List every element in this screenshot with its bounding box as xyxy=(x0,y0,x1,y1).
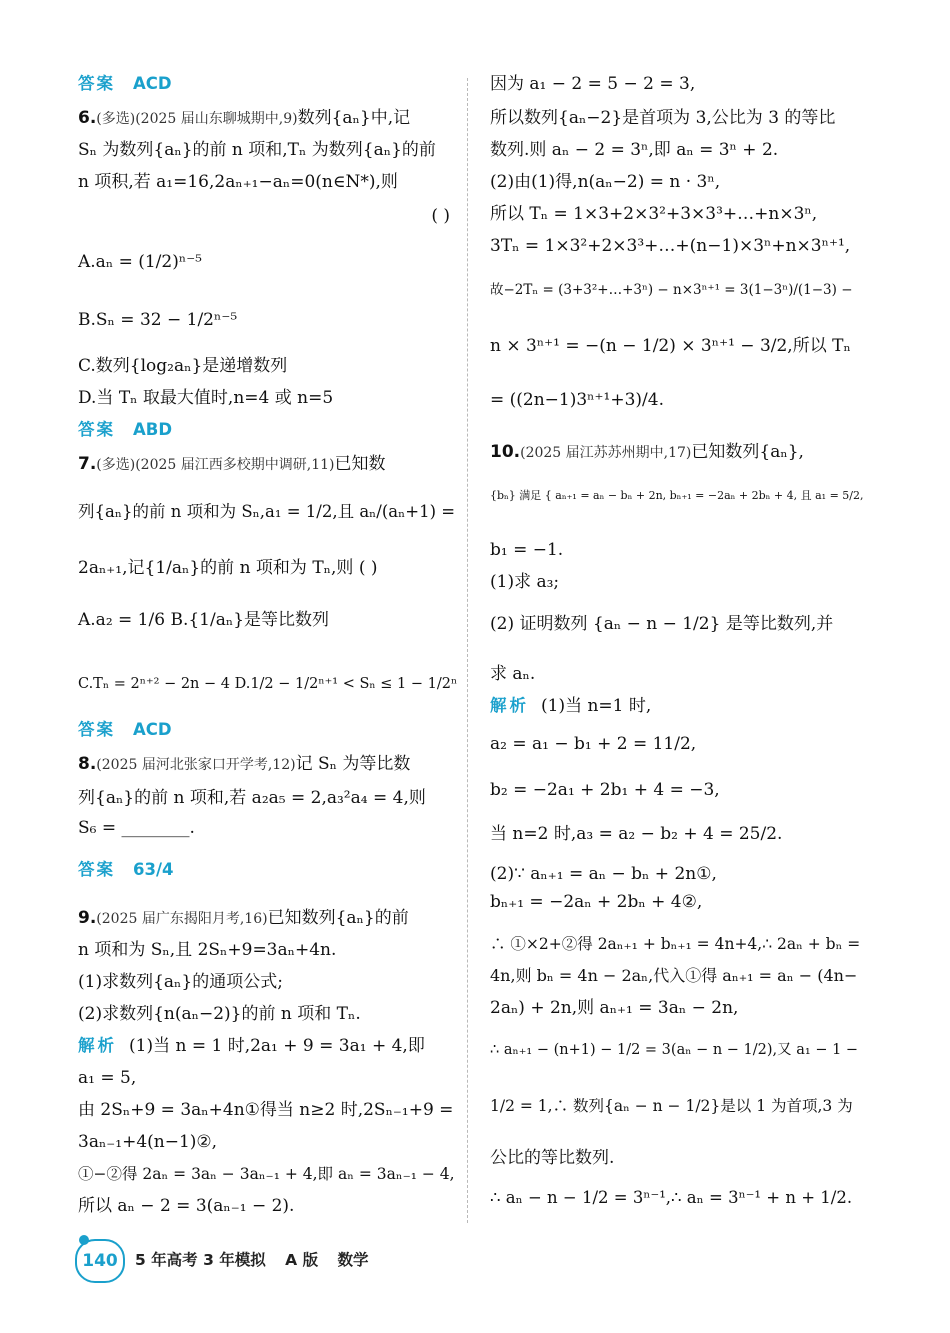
text-line: = ((2n−1)3ⁿ⁺¹+3)/4. xyxy=(490,390,664,410)
answer-value: ACD xyxy=(133,74,172,93)
text-line: a₁ = 5, xyxy=(78,1068,137,1088)
question-line xyxy=(78,752,410,777)
question-number: 9. xyxy=(78,908,97,928)
page-number-badge xyxy=(75,1239,125,1283)
text-line: n × 3ⁿ⁺¹ = −(n − 1/2) × 3ⁿ⁺¹ − 3/2,所以 Tₙ xyxy=(490,336,851,356)
text-line: 因为 a₁ − 2 = 5 − 2 = 3, xyxy=(490,74,696,94)
text-line: 所以 aₙ − 2 = 3(aₙ₋₁ − 2). xyxy=(78,1196,295,1216)
question-text: 已知数列{aₙ}的前 xyxy=(267,908,409,928)
text-line: A.aₙ = (1/2)ⁿ⁻⁵ xyxy=(78,252,202,272)
text-line: 4n,则 bₙ = 4n − 2aₙ,代入①得 aₙ₊₁ = aₙ − (4n− xyxy=(490,966,858,985)
question-text: 记 Sₙ 为等比数 xyxy=(295,754,411,774)
question-source: (多选)(2025 届山东聊城期中,9) xyxy=(96,111,298,127)
answer-line xyxy=(78,718,172,742)
text-line: n 项积,若 a₁=16,2aₙ₊₁−aₙ=0(n∈N*),则 xyxy=(78,172,398,192)
text-line: B.Sₙ = 32 − 1/2ⁿ⁻⁵ xyxy=(78,310,238,330)
question-line xyxy=(78,452,386,477)
page-number: 140 xyxy=(82,1251,118,1271)
text-line: 由 2Sₙ+9 = 3aₙ+4n①得当 n≥2 时,2Sₙ₋₁+9 = xyxy=(78,1100,454,1120)
text-line: 2aₙ) + 2n,则 aₙ₊₁ = 3aₙ − 2n, xyxy=(490,998,739,1018)
question-text: 数列{aₙ}中,记 xyxy=(297,108,411,128)
question-line xyxy=(78,906,409,931)
text-line: b₁ = −1. xyxy=(490,540,564,560)
text-line: ∴ ①×2+②得 2aₙ₊₁ + bₙ₊₁ = 4n+4,∴ 2aₙ + bₙ = xyxy=(490,935,861,953)
question-text: 已知数 xyxy=(334,454,386,474)
solution-line xyxy=(490,694,651,718)
text-line: 3aₙ₋₁+4(n−1)②, xyxy=(78,1132,218,1152)
text-line: ∴ aₙ₊₁ − (n+1) − 1/2 = 3(aₙ − n − 1/2),又 a₁ − 1 − xyxy=(490,1042,859,1058)
text-line: 列{aₙ}的前 n 项和为 Sₙ,a₁ = 1/2,且 aₙ/(aₙ+1) = xyxy=(78,502,456,521)
question-text: 已知数列{aₙ}, xyxy=(691,442,804,462)
question-number: 8. xyxy=(78,754,97,774)
text-line: (2)由(1)得,n(aₙ−2) = n · 3ⁿ, xyxy=(490,172,721,192)
text-line: 所以 Tₙ = 1×3+2×3²+3×3³+…+n×3ⁿ, xyxy=(490,204,818,224)
question-source: (2025 届江苏苏州期中,17) xyxy=(520,445,692,461)
answer-label: 答案 xyxy=(78,860,115,879)
text-line: S₆ = ________. xyxy=(78,818,195,838)
text-line: b₂ = −2a₁ + 2b₁ + 4 = −3, xyxy=(490,780,720,800)
text-line: 公比的等比数列. xyxy=(490,1148,615,1168)
text-line: 列{aₙ}的前 n 项和,若 a₂a₅ = 2,a₃²a₄ = 4,则 xyxy=(78,788,426,808)
text-line: A.a₂ = 1/6 B.{1/aₙ}是等比数列 xyxy=(78,610,330,630)
solution-line xyxy=(78,1034,425,1058)
text-line: {bₙ} 满足 { aₙ₊₁ = aₙ − bₙ + 2n, bₙ₊₁ = −2aₙ + 2bₙ + 4, 且 a₁ = 5/2, xyxy=(490,489,864,502)
question-number: 10. xyxy=(490,442,521,462)
answer-line xyxy=(78,72,172,96)
text-line: 故−2Tₙ = (3+3²+…+3ⁿ) − n×3ⁿ⁺¹ = 3(1−3ⁿ)/(1−3) − xyxy=(490,282,853,298)
text-line: 当 n=2 时,a₃ = a₂ − b₂ + 4 = 25/2. xyxy=(490,824,783,844)
question-source: (多选)(2025 届江西多校期中调研,11) xyxy=(96,457,335,473)
text-line: C.Tₙ = 2ⁿ⁺² − 2n − 4 D.1/2 − 1/2ⁿ⁺¹ < Sₙ ≤ 1 − 1/2ⁿ xyxy=(78,676,458,692)
answer-value: ABD xyxy=(133,420,173,439)
column-divider xyxy=(467,78,468,1223)
solution-text: (1)当 n = 1 时,2a₁ + 9 = 3a₁ + 4,即 xyxy=(129,1036,425,1056)
question-line xyxy=(78,106,410,131)
text-line: 所以数列{aₙ−2}是首项为 3,公比为 3 的等比 xyxy=(490,108,836,128)
series-title: 5 年高考 3 年模拟 xyxy=(135,1251,266,1269)
text-line: Sₙ 为数列{aₙ}的前 n 项和,Tₙ 为数列{aₙ}的前 xyxy=(78,140,436,160)
edition-label: A 版 xyxy=(285,1251,319,1269)
text-line: 求 aₙ. xyxy=(490,664,536,684)
text-line: ∴ aₙ − n − 1/2 = 3ⁿ⁻¹,∴ aₙ = 3ⁿ⁻¹ + n + 1/2. xyxy=(490,1188,853,1207)
text-line: (1)求数列{aₙ}的通项公式; xyxy=(78,972,283,992)
answer-label: 答案 xyxy=(78,420,115,439)
solution-label: 解析 xyxy=(78,1036,117,1055)
answer-value: ACD xyxy=(133,720,172,739)
text-line: (2)求数列{n(aₙ−2)}的前 n 项和 Tₙ. xyxy=(78,1004,361,1024)
book-series xyxy=(135,1248,383,1270)
text-line: 1/2 = 1,∴ 数列{aₙ − n − 1/2}是以 1 为首项,3 为 xyxy=(490,1097,853,1115)
question-number: 7. xyxy=(78,454,97,474)
text-line: bₙ₊₁ = −2aₙ + 2bₙ + 4②, xyxy=(490,892,703,912)
text-line: (2)∵ aₙ₊₁ = aₙ − bₙ + 2n①, xyxy=(490,864,717,884)
subject-label: 数学 xyxy=(337,1251,369,1269)
text-line: C.数列{log₂aₙ}是递增数列 xyxy=(78,356,288,376)
answer-value: 63/4 xyxy=(133,860,174,879)
text-line: ①−②得 2aₙ = 3aₙ − 3aₙ₋₁ + 4,即 aₙ = 3aₙ₋₁ − 4, xyxy=(78,1165,455,1183)
text-line: D.当 Tₙ 取最大值时,n=4 或 n=5 xyxy=(78,388,334,408)
text-line: a₂ = a₁ − b₁ + 2 = 11/2, xyxy=(490,734,697,754)
text-line: (2) 证明数列 {aₙ − n − 1/2} 是等比数列,并 xyxy=(490,614,834,634)
answer-line xyxy=(78,858,173,882)
text-line: 数列.则 aₙ − 2 = 3ⁿ,即 aₙ = 3ⁿ + 2. xyxy=(490,140,779,160)
text-line: (1)求 a₃; xyxy=(490,572,560,592)
text-line: ( ) xyxy=(431,206,450,226)
page-dot-icon xyxy=(79,1235,89,1245)
answer-label: 答案 xyxy=(78,720,115,739)
answer-label: 答案 xyxy=(78,74,115,93)
solution-text: (1)当 n=1 时, xyxy=(541,696,652,716)
solution-label: 解析 xyxy=(490,696,529,715)
text-line: 2aₙ₊₁,记{1/aₙ}的前 n 项和为 Tₙ,则 ( ) xyxy=(78,558,378,578)
question-source: (2025 届广东揭阳月考,16) xyxy=(96,911,268,927)
answer-line xyxy=(78,418,172,442)
question-source: (2025 届河北张家口开学考,12) xyxy=(96,757,296,773)
text-line: 3Tₙ = 1×3²+2×3³+…+(n−1)×3ⁿ+n×3ⁿ⁺¹, xyxy=(490,236,851,256)
question-number: 6. xyxy=(78,108,97,128)
question-line xyxy=(490,440,804,465)
text-line: n 项和为 Sₙ,且 2Sₙ+9=3aₙ+4n. xyxy=(78,940,337,960)
